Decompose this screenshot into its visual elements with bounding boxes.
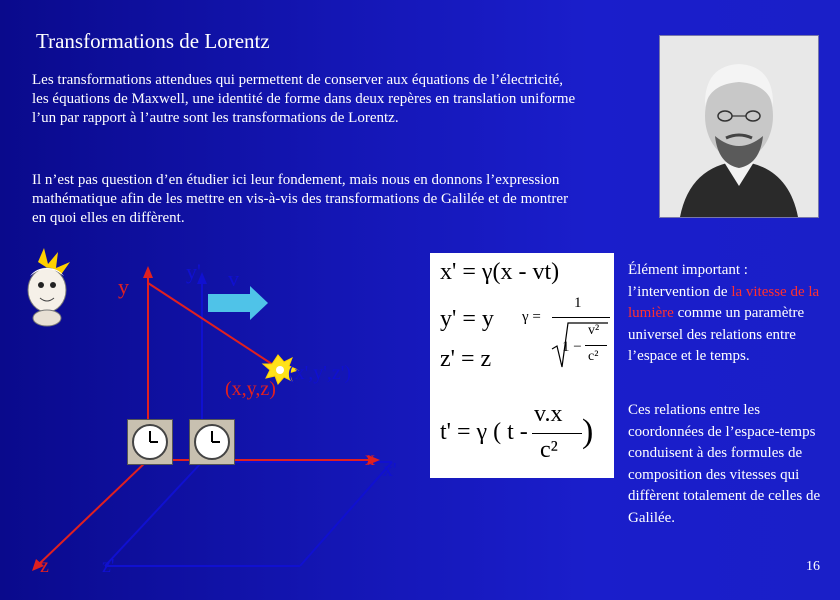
formula-gamma-inner-bar: [585, 345, 607, 346]
lorentz-highlight: transformations de Lorentz: [232, 110, 395, 126]
formula-t-denominator: c²: [540, 437, 558, 463]
formula-gamma-c2: c²: [588, 349, 599, 364]
intro-paragraph-1: [32, 71, 577, 128]
side-note-1-start: Élément important : l’intervention de: [628, 262, 748, 300]
axis-label-z: z: [40, 555, 49, 577]
speed-of-light-highlight: la vitesse de la lumière: [628, 283, 820, 321]
lorentz-formula-box: [430, 253, 614, 478]
formula-t-prime: t' = γ ( t -: [440, 419, 528, 445]
intro-text-end: .: [394, 110, 399, 126]
side-note-2: Ces relations entre les coordonnées de l’espace-temps conduisent à des formules de composition des vitesses qui diffèrent totalement de celles de Galilée.: [628, 402, 821, 526]
intro-text-start: Les transformations attendues qui permettent de conserver aux équations de l’électricité, les équations de Maxwell, une identité de forme dans deux repères en translation uniforme l’un par rapport à l’autre sont les: [32, 72, 576, 126]
axis-label-x-prime: x': [383, 459, 397, 481]
formula-gamma-lhs: γ =: [522, 309, 541, 325]
axis-label-y-prime: y': [186, 259, 201, 284]
event-label: (x,y,z): [225, 378, 276, 400]
formula-t-numerator: v.x: [534, 401, 563, 427]
formula-gamma-fraction-bar: [552, 317, 610, 318]
formula-x-prime: x' = γ(x - vt): [440, 259, 560, 285]
side-note-1: [628, 260, 823, 368]
wall-clock-icon: [189, 419, 235, 465]
event-label-prime: (x',y',z'): [288, 362, 352, 384]
formula-gamma-one: 1 −: [562, 339, 582, 355]
cartoon-figure-icon: [28, 248, 70, 326]
velocity-label: v: [228, 266, 239, 291]
slide-title: Transformations de Lorentz: [36, 29, 270, 53]
formula-z-prime: z' = z: [440, 346, 492, 372]
formula-y-prime: y' = y: [440, 306, 494, 332]
axis-label-z-prime: z': [102, 555, 115, 577]
page-number: 16: [806, 559, 820, 574]
axis-label-x: x: [365, 448, 375, 470]
formula-gamma-v2: v²: [588, 323, 600, 338]
wall-clock-icon: [127, 419, 173, 465]
formula-t-close-paren: ): [582, 413, 594, 450]
axis-label-y: y: [118, 274, 129, 299]
portrait-photo: [659, 35, 819, 218]
side-note-1-end: comme un paramètre universel des relations entre l’espace et le temps.: [628, 305, 805, 364]
formula-gamma-numerator: 1: [574, 295, 582, 311]
formula-t-fraction-bar: [532, 433, 582, 434]
intro-paragraph-2: Il n’est pas question d’en étudier ici leur fondement, mais nous en donnons l’expression mathématique afin de les mettre en vis-à-vis des transformations de Galilée et de montrer en quoi elles en diffèrent.: [32, 172, 569, 226]
